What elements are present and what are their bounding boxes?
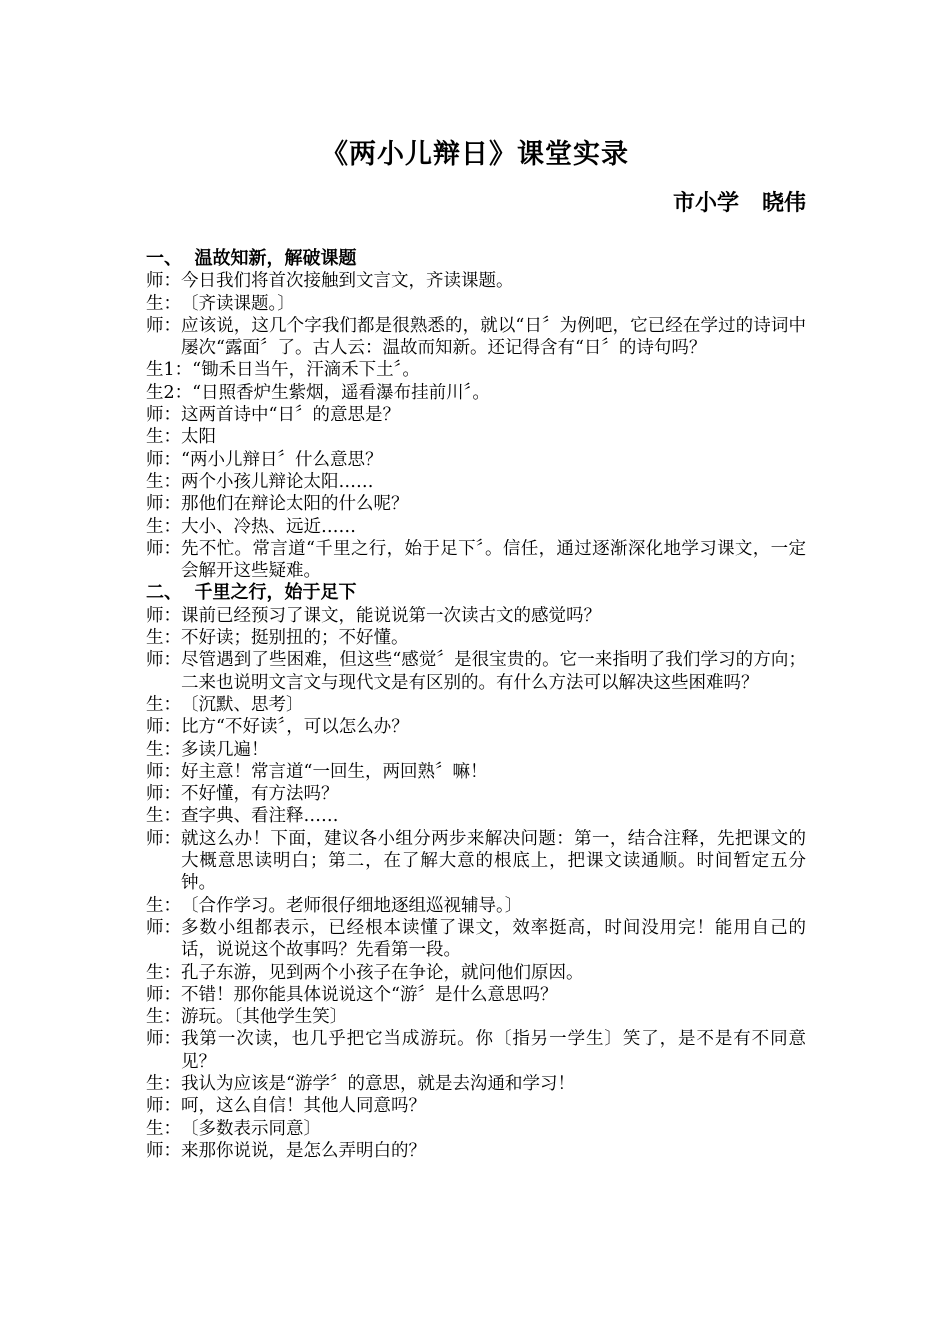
speaker-label: 师：: [146, 538, 181, 559]
dialogue-text: 我认为应该是“游学〞的意思，就是去沟通和学习！: [181, 1073, 575, 1094]
dialogue-text: 查字典、看注释……: [181, 806, 339, 827]
speaker-label: 生：: [146, 427, 181, 448]
dialogue-line: [146, 1028, 806, 1073]
speaker-label: 生：: [146, 694, 181, 715]
speaker-label: 师：: [146, 405, 181, 426]
dialogue-line: [146, 1095, 806, 1117]
speaker-label: 生：: [146, 516, 181, 537]
dialogue-line: [146, 516, 806, 538]
dialogue-text: 〔齐读课题。〕: [181, 293, 295, 314]
dialogue-line: [146, 538, 806, 583]
dialogue-line: [146, 426, 806, 448]
speaker-label: 生：: [146, 1007, 181, 1028]
dialogue-text: 两个小孩儿辩论太阳……: [181, 471, 374, 492]
speaker-label: 师：: [146, 828, 181, 849]
dialogue-line: [146, 783, 806, 805]
speaker-label: 师：: [146, 605, 181, 626]
dialogue-line: [146, 761, 806, 783]
dialogue-line: [146, 627, 806, 649]
dialogue-line: [146, 805, 806, 827]
section-heading: 一、 温故知新，解破课题: [146, 248, 357, 269]
dialogue-text: 不错！那你能具体说说这个“游〞是什么意思吗？: [181, 984, 558, 1005]
dialogue-line: [146, 984, 806, 1006]
dialogue-text: 尽管遇到了些困难，但这些“感觉〞是很宝贵的。它一来指明了我们学习的方向；二来也说明文言文与现代文是有区别的。有什么方法可以解决这些困难吗？: [181, 650, 806, 693]
dialogue-line: [146, 270, 806, 292]
transcript-body: [146, 248, 806, 1162]
dialogue-line: [146, 1140, 806, 1162]
dialogue-line: [146, 917, 806, 962]
dialogue-text: 应该说，这几个字我们都是很熟悉的，就以“日〞为例吧，它已经在学过的诗词中屡次“露面〞了。古人云：温故而知新。还记得含有“日〞的诗句吗？: [181, 315, 806, 359]
dialogue-text: 〔沉默、思考〕: [181, 694, 304, 715]
dialogue-text: 大小、冷热、远近……: [181, 516, 356, 537]
speaker-label: 生：: [146, 962, 181, 983]
dialogue-text: 先不忙。常言道“千里之行，始于足下〞。信任，通过逐渐深化地学习课文，一定会解开这些疑难。: [181, 538, 806, 582]
dialogue-text: 这两首诗中“日〞的意思是？: [181, 405, 400, 426]
speaker-label: 师：: [146, 917, 181, 938]
speaker-label: 师：: [146, 1029, 181, 1050]
speaker-label: 师：: [146, 650, 181, 671]
dialogue-text: “锄禾日当午，汗滴禾下土〞。: [192, 360, 420, 381]
dialogue-line: [146, 828, 806, 895]
dialogue-text: 就这么办！下面，建议各小组分两步来解决问题：第一，结合注释，先把课文的大概意思读明白；第二，在了解大意的根底上，把课文读通顺。时间暂定五分钟。: [181, 828, 806, 894]
dialogue-line: [146, 694, 806, 716]
section-heading: 二、 千里之行，始于足下: [146, 582, 357, 604]
speaker-label: 生：: [146, 895, 181, 916]
dialogue-text: 太阳: [181, 427, 216, 448]
speaker-label: 生：: [146, 1073, 181, 1094]
document-title: 《两小儿辩日》课堂实录: [321, 139, 629, 170]
dialogue-text: “两小儿辩日〞什么意思？: [181, 449, 383, 470]
dialogue-line: [146, 1118, 806, 1140]
speaker-label: 师：: [146, 1096, 181, 1117]
dialogue-line: [146, 716, 806, 738]
dialogue-line: [146, 1073, 806, 1095]
dialogue-text: 比方“不好读〞，可以怎么办？: [181, 717, 409, 738]
speaker-label: 师：: [146, 449, 181, 470]
dialogue-text: 课前已经预习了课文，能说说第一次读古文的感觉吗？: [181, 605, 601, 626]
dialogue-text: 游玩。〔其他学生笑〕: [181, 1007, 348, 1028]
dialogue-line: [146, 471, 806, 493]
dialogue-line: [146, 962, 806, 984]
dialogue-text: 呵，这么自信！其他人同意吗？: [181, 1096, 426, 1117]
speaker-label: 师：: [146, 984, 181, 1005]
dialogue-line: [146, 493, 806, 515]
speaker-label: 生：: [146, 471, 181, 492]
dialogue-text: 不好读；挺别扭的；不好懂。: [181, 628, 409, 649]
speaker-label: 师：: [146, 1140, 181, 1161]
dialogue-line: [146, 293, 806, 315]
dialogue-text: 不好懂，有方法吗？: [181, 784, 339, 805]
dialogue-line: [146, 404, 806, 426]
dialogue-text: 那他们在辩论太阳的什么呢？: [181, 494, 409, 515]
speaker-label: 师：: [146, 784, 181, 805]
dialogue-line: [146, 315, 806, 360]
dialogue-text: 孔子东游，见到两个小孩子在争论，就问他们原因。: [181, 962, 584, 983]
dialogue-text: “日照香炉生紫烟，遥看瀑布挂前川〞。: [192, 382, 490, 403]
dialogue-line: [146, 359, 806, 381]
speaker-label: 师：: [146, 315, 181, 336]
dialogue-text: 好主意！常言道“一回生，两回熟〞嘛！: [181, 761, 488, 782]
dialogue-text: 我第一次读，也几乎把它当成游玩。你〔指另一学生〕笑了，是不是有不同意见？: [181, 1029, 806, 1072]
dialogue-line: [146, 449, 806, 471]
speaker-label: 师：: [146, 271, 181, 292]
dialogue-text: 〔多数表示同意〕: [181, 1118, 321, 1139]
speaker-label: 生1：: [146, 360, 193, 381]
author-line: 市小学 晓伟: [673, 190, 806, 216]
dialogue-text: 来那你说说，是怎么弄明白的？: [181, 1140, 426, 1161]
dialogue-text: 今日我们将首次接触到文言文，齐读课题。: [181, 271, 514, 292]
speaker-label: 生：: [146, 293, 181, 314]
dialogue-line: [146, 649, 806, 694]
speaker-label: 生：: [146, 806, 181, 827]
dialogue-text: 〔合作学习。老师很仔细地逐组巡视辅导。〕: [181, 895, 523, 916]
speaker-label: 师：: [146, 761, 181, 782]
speaker-label: 生：: [146, 628, 181, 649]
dialogue-line: [146, 605, 806, 627]
dialogue-text: 多数小组都表示，已经根本读懂了课文，效率挺高，时间没用完！能用自己的话，说说这个故事吗？先看第一段。: [181, 917, 806, 961]
speaker-label: 生：: [146, 1118, 181, 1139]
speaker-label: 师：: [146, 494, 181, 515]
speaker-label: 生：: [146, 739, 181, 760]
dialogue-line: [146, 382, 806, 404]
dialogue-text: 多读几遍！: [181, 739, 269, 760]
dialogue-line: [146, 895, 806, 917]
dialogue-line: [146, 739, 806, 761]
speaker-label: 师：: [146, 717, 181, 738]
dialogue-line: [146, 1006, 806, 1028]
speaker-label: 生2：: [146, 382, 193, 403]
